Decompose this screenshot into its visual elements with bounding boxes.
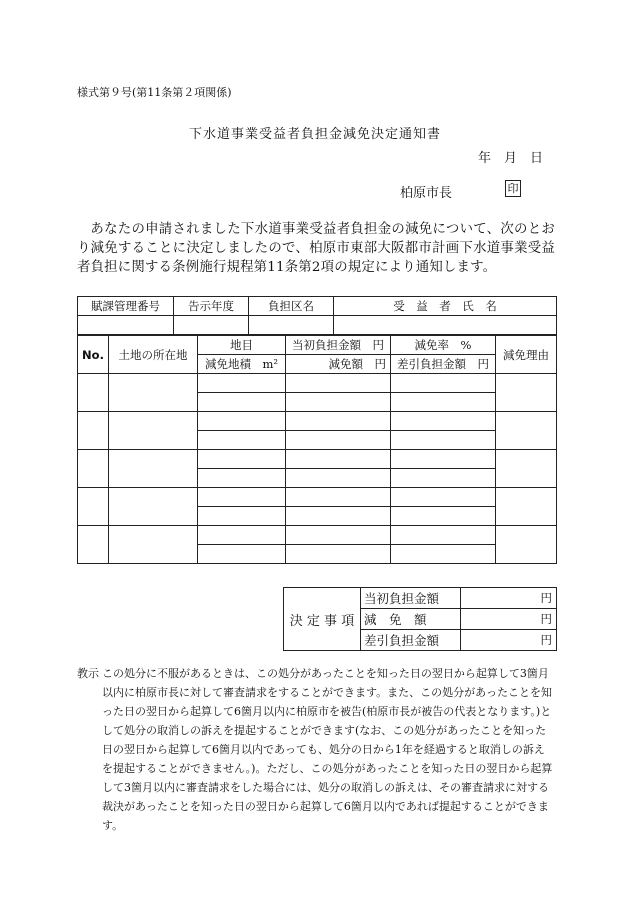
instruction-text: この処分に不服があるときは、この処分があったことを知った日の翌日から起算して3箇月以内に柏原市長に対して審査請求をすることができます。また、この処分があったことを知った日の翌日から起算して6箇月以内に柏原市を被告(柏原市長が被告の代表となります。)として処分の取消しの訴えを提起することができます(なお、この処分があったことを知った日の翌日から起算して6箇月以内であっても、処分の日から1年を経過すると取消しの訴えを提起することができません。)。ただし、この処分があったことを知った日の翌日から起算して3箇月以内に審査請求をした場合には、処分の取消しの訴えは、その審査請求に対する裁決があったことを知った日の翌日から起算して6箇月以内であれば提起することができます。 — [102, 667, 553, 832]
entry-location[interactable] — [109, 450, 198, 488]
entry-cell[interactable] — [198, 507, 286, 526]
entry-cell[interactable] — [198, 526, 286, 545]
col-area: 減免地積 m² — [198, 355, 286, 374]
entry-cell[interactable] — [286, 545, 391, 564]
col-land-category: 地目 — [198, 336, 286, 355]
entry-cell[interactable] — [391, 393, 496, 412]
entry-location[interactable] — [109, 526, 198, 564]
decision-net-value[interactable]: 円 — [461, 630, 557, 651]
decision-net-label: 差引負担金額 — [361, 630, 461, 651]
form-number: 様式第９号(第11条第２項関係) — [77, 86, 232, 99]
header-district-name: 負担区名 — [249, 297, 334, 316]
entry-cell[interactable] — [198, 545, 286, 564]
decision-label: 決 定 事 項 — [284, 588, 361, 651]
entry-cell[interactable] — [198, 431, 286, 450]
decision-initial-value[interactable]: 円 — [461, 588, 557, 609]
cell[interactable] — [249, 316, 334, 335]
entry-cell[interactable] — [286, 488, 391, 507]
header-table — [77, 296, 557, 335]
seal-stamp: 印 — [505, 180, 521, 197]
entry-no[interactable] — [78, 412, 109, 450]
col-rate: 減免率 % — [391, 336, 496, 355]
entry-reason[interactable] — [496, 412, 557, 450]
header-beneficiary-name: 受 益 者 氏 名 — [334, 297, 557, 316]
entry-location[interactable] — [109, 374, 198, 412]
entry-reason[interactable] — [496, 526, 557, 564]
date-line: 年 月 日 — [478, 151, 544, 166]
entry-reason[interactable] — [496, 488, 557, 526]
entry-cell[interactable] — [391, 545, 496, 564]
entry-no[interactable] — [78, 374, 109, 412]
col-initial-amount: 当初負担金額 円 — [286, 336, 391, 355]
entry-cell[interactable] — [286, 374, 391, 393]
entry-cell[interactable] — [286, 431, 391, 450]
issuer-name: 柏原市長 — [400, 186, 453, 201]
col-no: No. — [78, 336, 109, 374]
entry-cell[interactable] — [391, 507, 496, 526]
decision-reduced-label: 減 免 額 — [361, 609, 461, 630]
cell[interactable] — [334, 316, 557, 335]
entry-cell[interactable] — [198, 393, 286, 412]
entry-no[interactable] — [78, 526, 109, 564]
instruction-note — [77, 664, 555, 835]
entry-cell[interactable] — [198, 412, 286, 431]
entry-cell[interactable] — [198, 488, 286, 507]
col-net-amount: 差引負担金額 円 — [391, 355, 496, 374]
entry-no[interactable] — [78, 488, 109, 526]
entry-cell[interactable] — [391, 412, 496, 431]
col-reason: 減免理由 — [496, 336, 557, 374]
entry-no[interactable] — [78, 450, 109, 488]
entry-cell[interactable] — [286, 450, 391, 469]
entry-cell[interactable] — [286, 469, 391, 488]
entry-location[interactable] — [109, 488, 198, 526]
entry-cell[interactable] — [286, 393, 391, 412]
cell[interactable] — [78, 316, 174, 335]
header-notice-year: 告示年度 — [174, 297, 249, 316]
instruction-label: 教示 — [77, 667, 99, 680]
decision-table — [283, 587, 557, 651]
entry-cell[interactable] — [391, 450, 496, 469]
detail-table — [77, 335, 557, 564]
entry-cell[interactable] — [391, 469, 496, 488]
entry-cell[interactable] — [286, 507, 391, 526]
decision-initial-label: 当初負担金額 — [361, 588, 461, 609]
decision-reduced-value[interactable]: 円 — [461, 609, 557, 630]
header-management-number: 賦課管理番号 — [78, 297, 174, 316]
entry-cell[interactable] — [391, 374, 496, 393]
entry-reason[interactable] — [496, 450, 557, 488]
entry-cell[interactable] — [198, 450, 286, 469]
entry-cell[interactable] — [198, 374, 286, 393]
col-location: 土地の所在地 — [109, 336, 198, 374]
entry-cell[interactable] — [391, 526, 496, 545]
entry-cell[interactable] — [391, 488, 496, 507]
body-text: あなたの申請されました下水道事業受益者負担金の減免について、次のとおり減免することに決定しましたので、柏原市東部大阪都市計画下水道事業受益者負担に関する条例施行規程第11条第2項の規定により通知します。 — [77, 222, 555, 275]
cell[interactable] — [174, 316, 249, 335]
entry-location[interactable] — [109, 412, 198, 450]
document-title: 下水道事業受益者負担金減免決定通知書 — [188, 127, 441, 142]
entry-reason[interactable] — [496, 374, 557, 412]
entry-cell[interactable] — [198, 469, 286, 488]
col-reduced-amount: 減免額 円 — [286, 355, 391, 374]
entry-cell[interactable] — [286, 526, 391, 545]
entry-cell[interactable] — [286, 412, 391, 431]
entry-cell[interactable] — [391, 431, 496, 450]
